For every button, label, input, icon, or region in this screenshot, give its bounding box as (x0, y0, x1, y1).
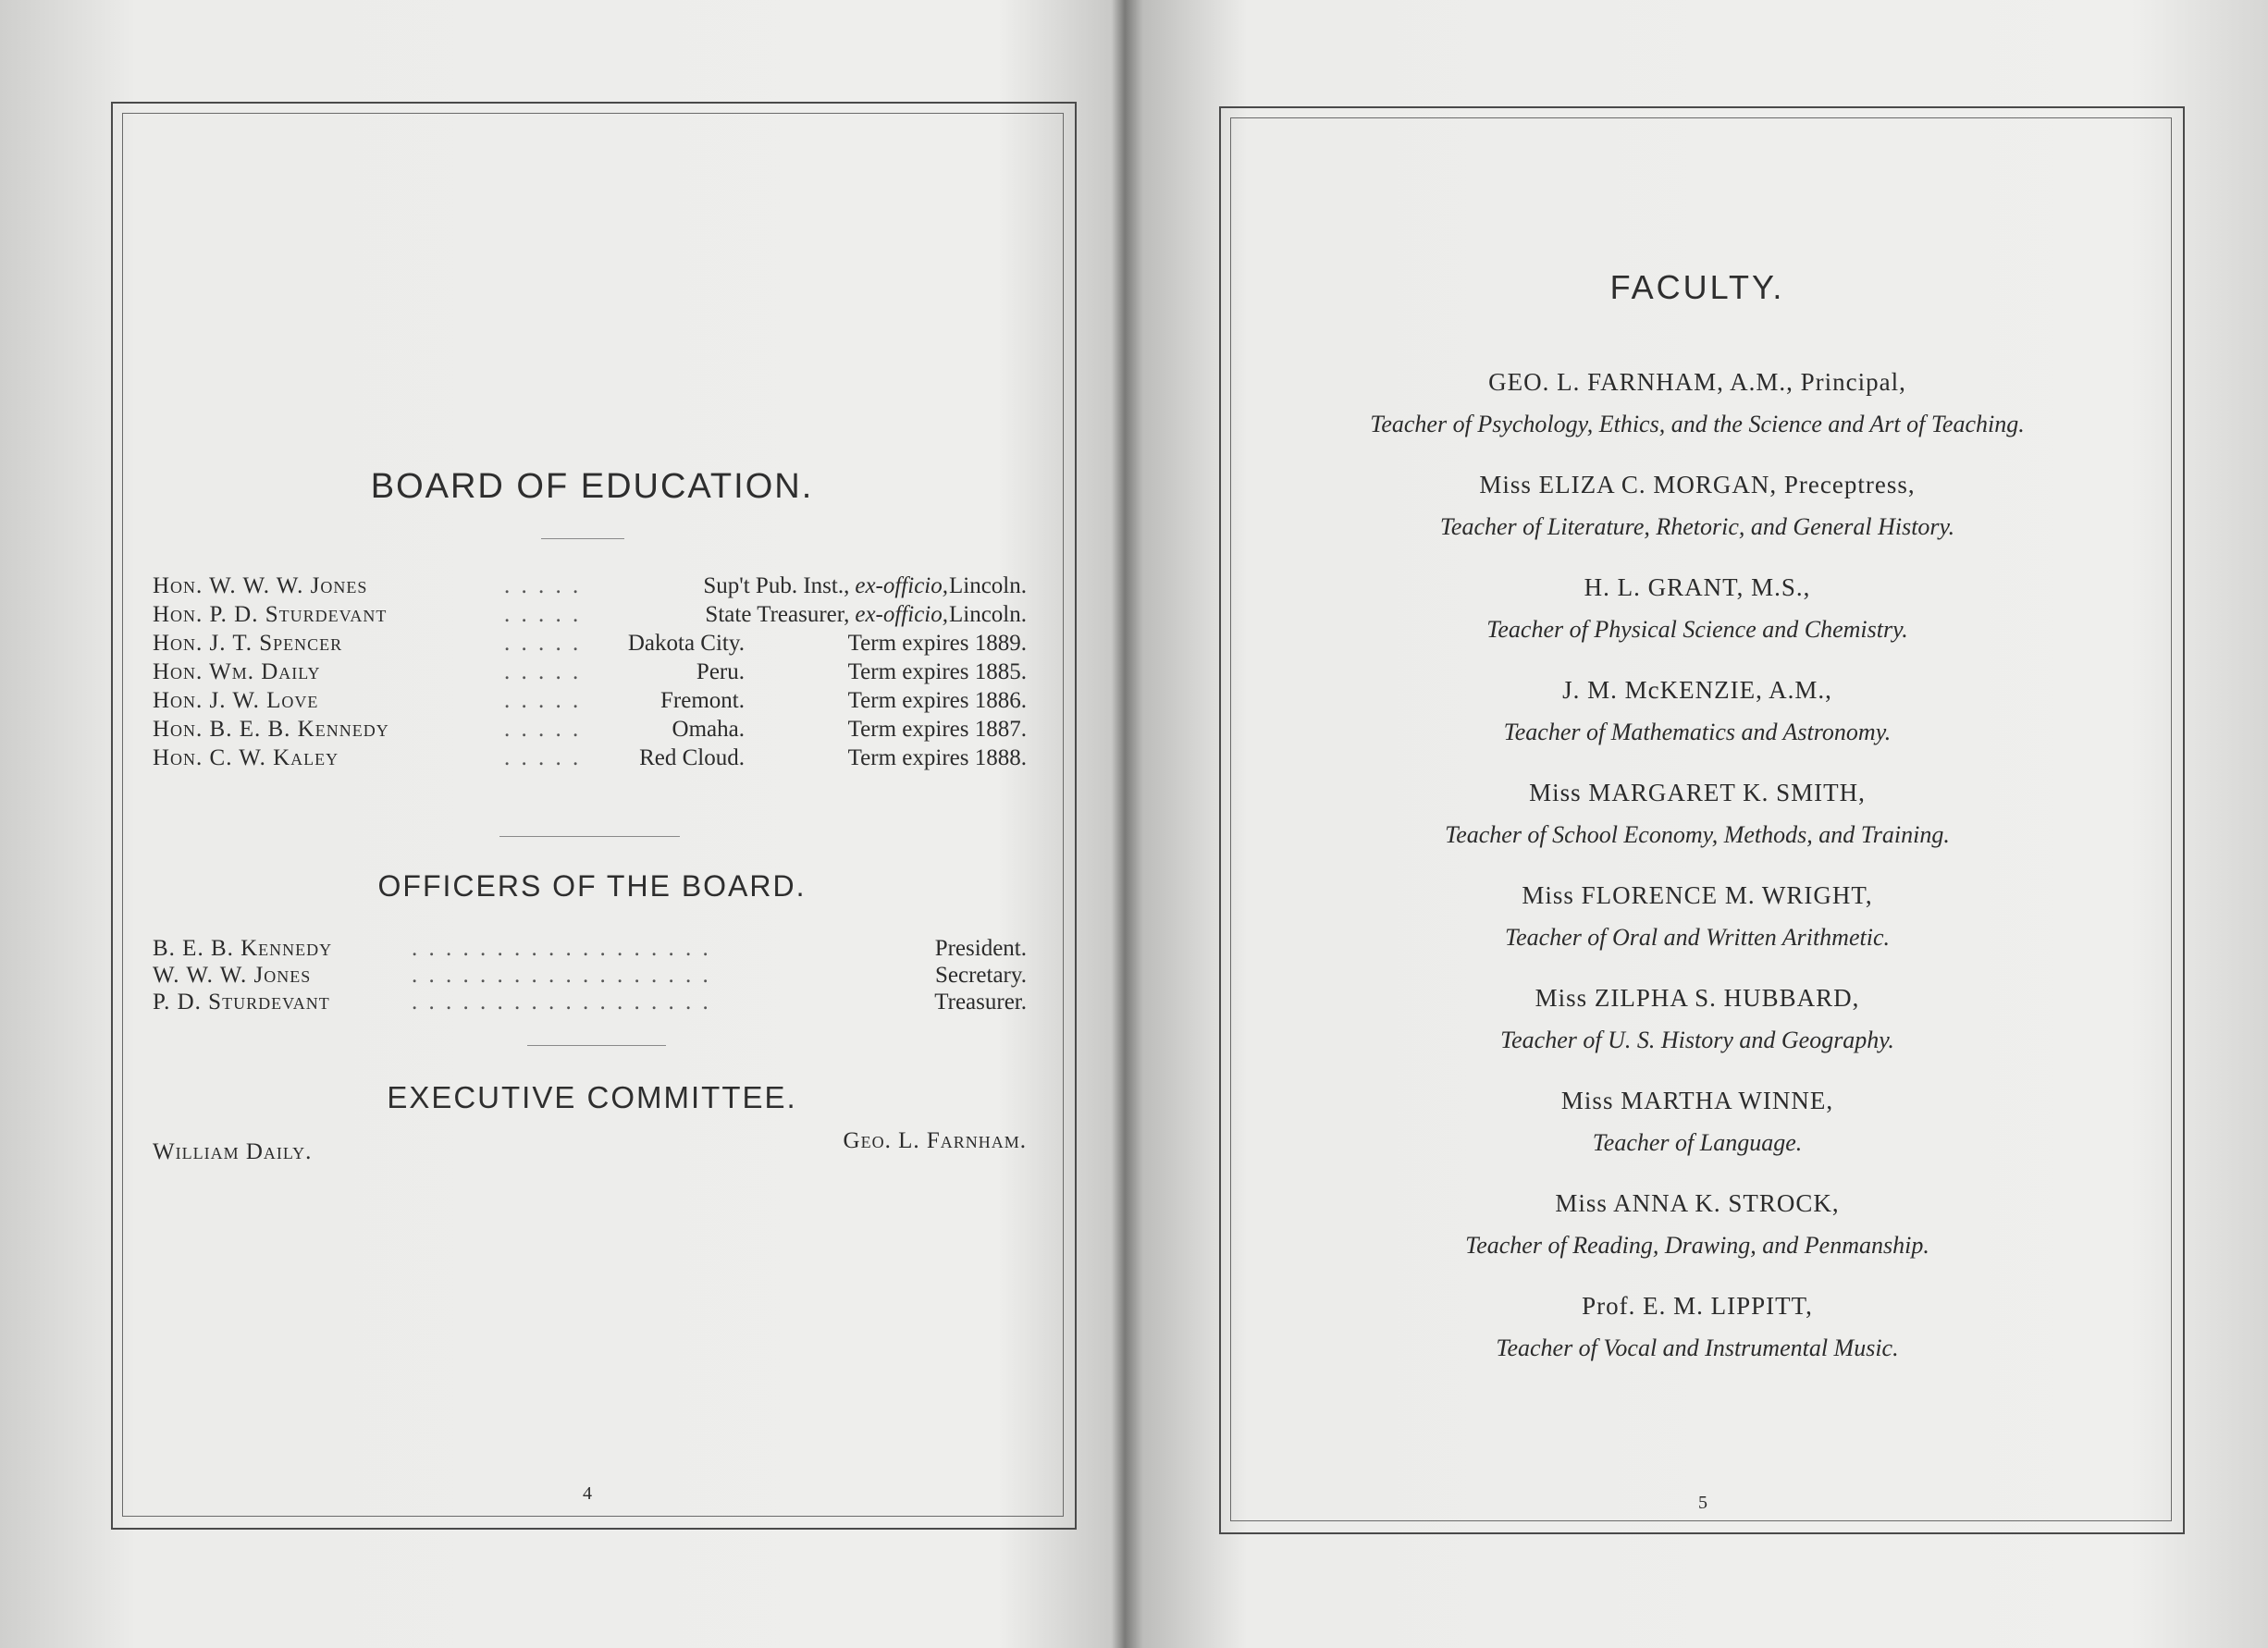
member-name: Hon. J. W. Love (153, 688, 319, 713)
officer-name: W. W. W. Jones (153, 963, 312, 988)
board-member-row (153, 717, 1027, 744)
member-name: Hon. J. T. Spencer (153, 631, 343, 656)
leader-dots: . . . . . (504, 688, 582, 713)
faculty-name: Miss MARTHA WINNE, (1560, 1087, 1834, 1114)
faculty-role: Teacher of Vocal and Instrumental Music. (1496, 1334, 1899, 1361)
leader-dots: . . . . . (504, 602, 582, 627)
office-note: ex-officio, (855, 573, 948, 598)
committee-title: EXECUTIVE COMMITTEE. (387, 1080, 797, 1114)
officer-row (153, 990, 1027, 1017)
faculty-name: H. L. GRANT, M.S., (1584, 573, 1811, 601)
faculty-role: Teacher of Language. (1592, 1129, 1803, 1156)
board-member-row (153, 602, 1027, 630)
committee-member: William Daily. (153, 1139, 313, 1164)
page-number: 5 (1698, 1493, 1707, 1513)
divider (541, 538, 624, 539)
leader-dots: . . . . . (504, 745, 582, 770)
faculty-role: Teacher of U. S. History and Geography. (1500, 1027, 1894, 1053)
office-text: Dakota City. (627, 631, 745, 656)
faculty-name: J. M. McKENZIE, A.M., (1562, 676, 1832, 704)
member-place: Term expires 1889. (847, 631, 1027, 656)
member-place: Lincoln. (948, 573, 1027, 598)
member-name: Hon. B. E. B. Kennedy (153, 717, 389, 742)
office-text: Red Cloud. (639, 745, 745, 770)
member-office (430, 631, 745, 657)
leader-dots: . . . . . . . . . . . . . . . . . . (412, 936, 711, 961)
member-place: Lincoln. (948, 602, 1027, 627)
faculty-role: Teacher of Oral and Written Arithmetic. (1505, 924, 1890, 951)
officer-title: President. (934, 936, 1027, 961)
office-text: Sup't Pub. Inst., (703, 573, 850, 598)
faculty-role: Teacher of Physical Science and Chemistry. (1486, 616, 1908, 643)
board-member-row (153, 745, 1027, 773)
office-text: State Treasurer, (705, 602, 850, 627)
faculty-name: GEO. L. FARNHAM, A.M., Principal, (1488, 368, 1906, 396)
officer-row (153, 963, 1027, 990)
faculty-name: Prof. E. M. LIPPITT, (1582, 1292, 1813, 1320)
board-member-row (153, 688, 1027, 716)
board-member-row (153, 573, 1027, 601)
office-note: ex-officio, (855, 602, 948, 627)
leader-dots: . . . . . (504, 659, 582, 684)
member-office (560, 602, 948, 628)
faculty-name: Miss FLORENCE M. WRIGHT, (1522, 881, 1873, 909)
leader-dots: . . . . . (504, 717, 582, 742)
leader-dots: . . . . . (504, 573, 582, 598)
faculty-role: Teacher of Reading, Drawing, and Penmanship. (1465, 1232, 1929, 1259)
member-office (560, 573, 948, 599)
left-page-inner-border (122, 113, 1064, 1517)
faculty-name: Miss ANNA K. STROCK, (1555, 1189, 1840, 1217)
committee-member: Geo. L. Farnham. (843, 1128, 1027, 1153)
divider (499, 836, 680, 837)
member-office (430, 717, 745, 743)
faculty-title: FACULTY. (1609, 268, 1785, 306)
faculty-role: Teacher of Literature, Rhetoric, and General History. (1439, 513, 1955, 540)
faculty-name: Miss ZILPHA S. HUBBARD, (1535, 984, 1860, 1012)
board-member-row (153, 631, 1027, 658)
officer-name: P. D. Sturdevant (153, 990, 330, 1015)
officer-title: Secretary. (934, 963, 1027, 988)
member-place: Term expires 1886. (847, 688, 1027, 713)
officer-row (153, 936, 1027, 964)
faculty-name: Miss MARGARET K. SMITH, (1529, 779, 1866, 806)
officers-title: OFFICERS OF THE BOARD. (377, 869, 807, 903)
divider (527, 1045, 666, 1046)
officer-name: B. E. B. Kennedy (153, 936, 333, 961)
member-office (430, 745, 745, 771)
member-office (430, 659, 745, 685)
leader-dots: . . . . . . . . . . . . . . . . . . (412, 990, 711, 1015)
faculty-role: Teacher of School Economy, Methods, and Training. (1445, 821, 1950, 848)
leader-dots: . . . . . . . . . . . . . . . . . . (412, 963, 711, 988)
member-name: Hon. P. D. Sturdevant (153, 602, 388, 627)
office-text: Fremont. (660, 688, 745, 713)
leader-dots: . . . . . (504, 631, 582, 656)
page-number: 4 (583, 1483, 592, 1504)
member-place: Term expires 1885. (847, 659, 1027, 684)
member-name: Hon. Wm. Daily (153, 659, 321, 684)
left-page (0, 0, 1124, 1648)
member-name: Hon. C. W. Kaley (153, 745, 339, 770)
office-text: Omaha. (672, 717, 745, 742)
member-place: Term expires 1887. (847, 717, 1027, 742)
office-text: Peru. (696, 659, 745, 684)
faculty-name: Miss ELIZA C. MORGAN, Preceptress, (1479, 471, 1916, 498)
faculty-role: Teacher of Mathematics and Astronomy. (1503, 719, 1892, 745)
board-member-row (153, 659, 1027, 687)
member-office (430, 688, 745, 714)
board-title: BOARD OF EDUCATION. (370, 467, 814, 506)
member-name: Hon. W. W. W. Jones (153, 573, 368, 598)
faculty-role: Teacher of Psychology, Ethics, and the Science and Art of Teaching. (1370, 411, 2025, 437)
member-place: Term expires 1888. (847, 745, 1027, 770)
officer-title: Treasurer. (934, 990, 1027, 1015)
